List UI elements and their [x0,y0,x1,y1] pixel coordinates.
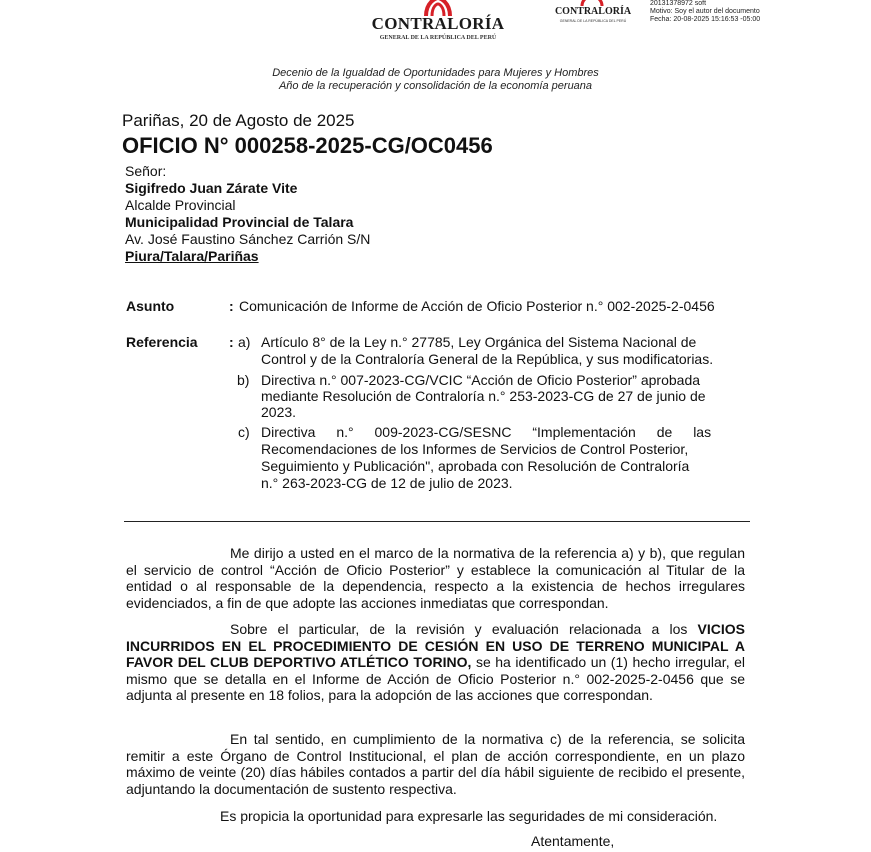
separator-line [124,521,750,522]
referencia-colon: : [229,334,234,350]
addressee-location: Piura/Talara/Pariñas [125,248,259,264]
reference-c-line: Recomendaciones de los Informes de Servicios de Control Posterior, [261,441,689,457]
oficio-number: OFICIO N° 000258-2025-CG/OC0456 [122,133,493,158]
salutation: Señor: [125,163,167,179]
asunto-text: Comunicación de Informe de Acción de Oficio Posterior n.° 002-2025-2-0456 [239,298,715,314]
contraloria-logo [368,0,508,48]
logo-wordmark: CONTRALORÍA [371,14,505,33]
addressee-entity: Municipalidad Provincial de Talara [125,214,354,230]
reference-b-line: 2023. [261,404,297,420]
signature-line: 20131378972 soft [650,0,707,7]
signature-logo [548,0,638,26]
body-paragraph-2 [126,621,745,704]
reference-a-line: Control y de la Contraloría General de la República, y sus modificatorias. [261,351,714,367]
signature-logo-wordmark: CONTRALORÍA [554,6,632,17]
signature-logo-subtitle: GENERAL DE LA REPÚBLICA DEL PERÚ [559,19,627,23]
reference-a-line: Artículo 8° de la Ley n.° 27785, Ley Orgánica del Sistema Nacional de [261,334,697,350]
reference-b-line: Directiva n.° 007-2023-CG/VCIC “Acción de Oficio Posterior” aprobada [261,372,701,388]
reference-letter: c) [238,424,250,440]
logo-subtitle: GENERAL DE LA REPÚBLICA DEL PERÚ [379,35,497,41]
body-paragraph-1-text: Me dirijo a usted en el marco de la normativa de la referencia a) y b), que regulan el servicio de control “Acción de Oficio Posterior” y establece la comunicación al Titular de la entidad o al responsable de la dependencia, respecto a la existencia de hechos irregulares evidenciados, a fin de que adopte las acciones inmediatas que correspondan. [126,545,745,611]
asunto-colon: : [229,298,234,314]
body-paragraph-3 [126,731,745,797]
body-paragraph-3-text: En tal sentido, en cumplimiento de la normativa c) de la referencia, se solicita remitir a este Órgano de Control Institucional, el plan de acción correspondiente, en un plazo máximo de veinte (20) días hábiles contados a partir del día hábil siguiente de recibido el presente, adjuntando la documentación de sustento respectiva. [126,731,745,797]
decenio-line: Decenio de la Igualdad de Oportunidades para Mujeres y Hombres [272,67,599,79]
signature-line: Fecha: 20-08-2025 15:16:53 -05:00 [650,16,761,23]
reference-c-line: Seguimiento y Publicación", aprobada con Resolución de Contraloría [261,458,690,474]
addressee-address: Av. José Faustino Sánchez Carrión S/N [125,231,371,247]
place-date: Pariñas, 20 de Agosto de 2025 [122,111,355,130]
reference-c-line: n.° 263-2023-CG de 12 de julio de 2023. [261,475,513,491]
reference-c-line: Directiva n.° 009-2023-CG/SESNC “Implementación de las [261,424,712,440]
body-paragraph-2-subject: VICIOS INCURRIDOS EN EL PROCEDIMIENTO DE CESIÓN EN USO DE TERRENO MUNICIPAL A FAVOR DEL CLUB DEPORTIVO ATLÉTICO TORINO, [126,621,745,670]
referencia-label: Referencia [126,334,198,350]
body-paragraph-2-rest: se ha identificado un (1) hecho irregular, el mismo que se detalla en el Informe de Acción de Oficio Posterior n.° 002-2025-2-0456 que se adjunta al presente en 18 folios, para la adopción de las acciones que correspondan. [126,654,746,703]
digital-signature-info [650,0,760,24]
reference-b-line: mediante Resolución de Contraloría n.° 253-2023-CG de 27 de junio de [261,388,706,404]
body-paragraph-2-intro: Sobre el particular, de la revisión y evaluación relacionada a los [230,621,698,637]
signature-line: Motivo: Soy el autor del documento [650,8,760,15]
body-paragraph-4: Es propicia la oportunidad para expresarle las seguridades de mi consideración. [220,808,718,824]
addressee-name: Sigifredo Juan Zárate Vite [125,180,298,196]
reference-letter: a) [238,334,251,350]
body-paragraph-1 [126,545,745,611]
reference-letter: b) [237,372,250,388]
year-name-line: Año de la recuperación y consolidación de la economía peruana [278,80,593,92]
asunto-label: Asunto [126,298,175,314]
addressee-position: Alcalde Provincial [125,197,236,213]
closing: Atentamente, [531,833,615,849]
